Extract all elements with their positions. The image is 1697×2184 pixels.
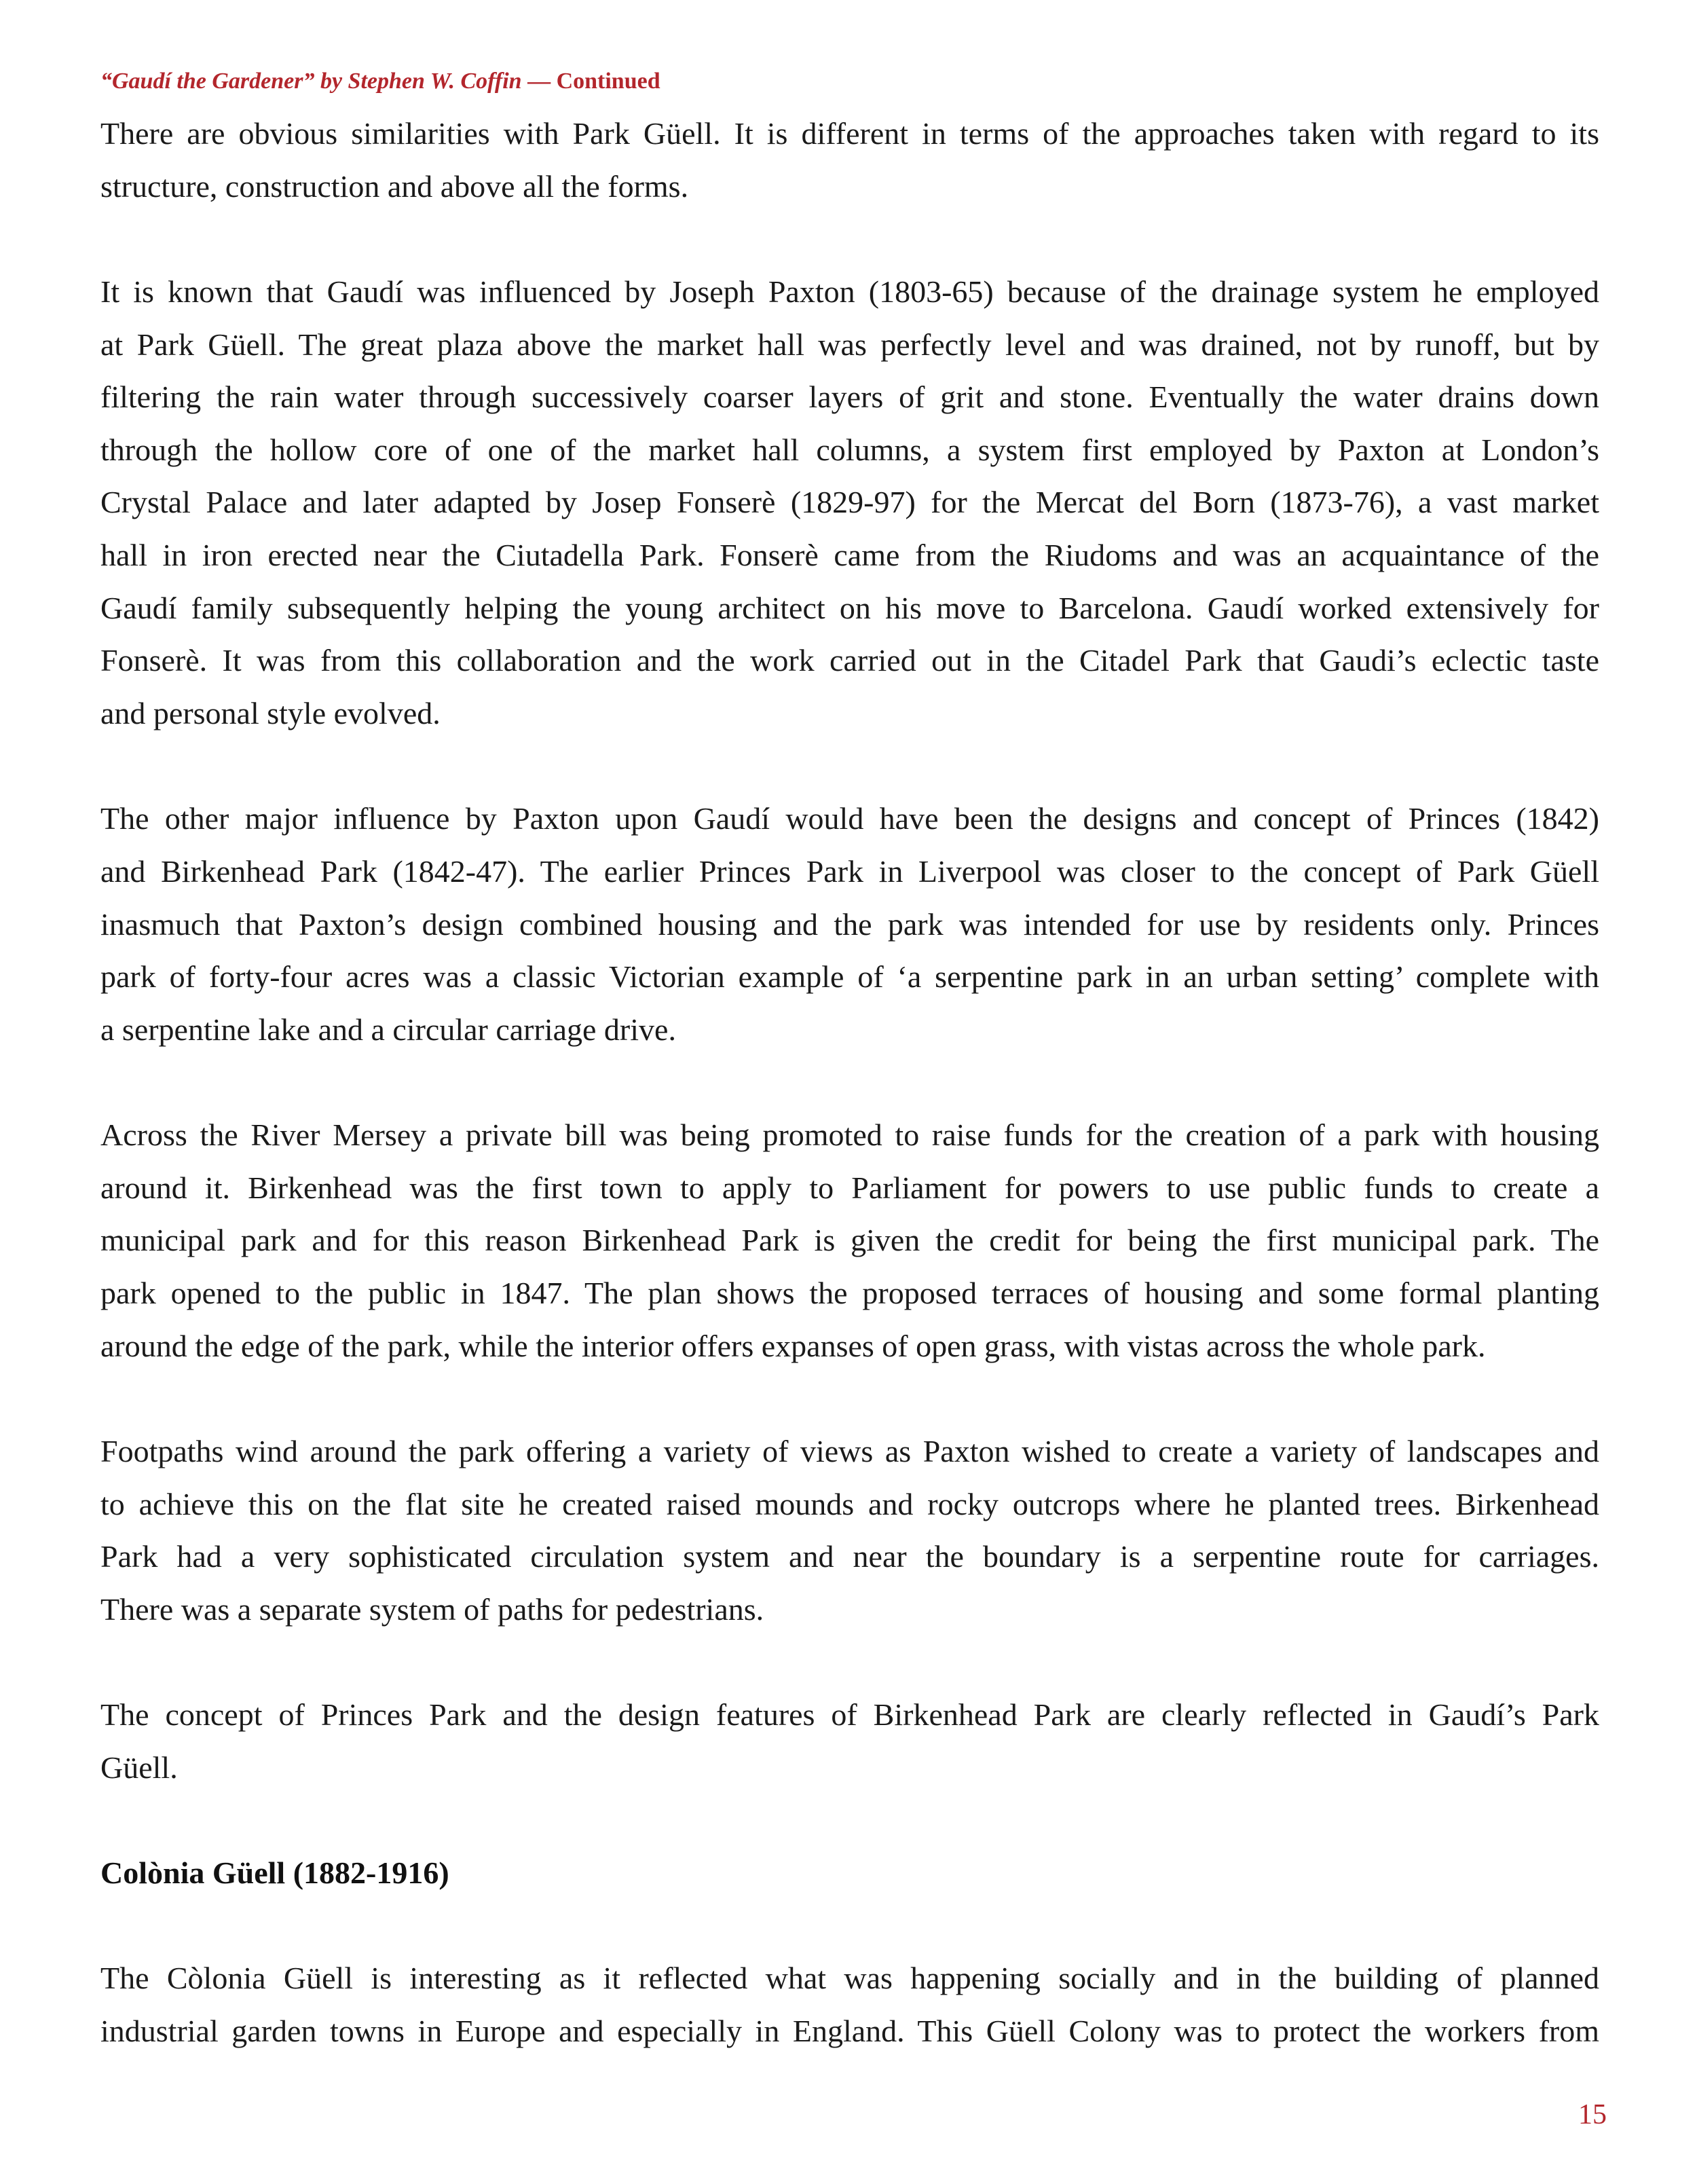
running-header-separator: — — [521, 69, 557, 94]
text-line: park of forty-four acres was a classic Victorian example of ‘a serpentine park in an urban setting’ complete with — [100, 959, 1599, 995]
text-line: Fonserè. It was from this collaboration and the work carried out in the Citadel Park that Gaudi’s eclectic taste — [100, 643, 1599, 678]
text-line: Crystal Palace and later adapted by Josep Fonserè (1829-97) for the Mercat del Born (1873-76), a vast market — [100, 485, 1599, 520]
text-line: hall in iron erected near the Ciutadella Park. Fonserè came from the Riudoms and was an acquaintance of the — [100, 538, 1599, 573]
text-line: Güell. — [100, 1750, 178, 1785]
paragraph-paxton-drainage — [100, 265, 1599, 740]
text-line: and personal style evolved. — [100, 696, 441, 731]
text-line: It is known that Gaudí was influenced by Joseph Paxton (1803-65) because of the drainage system he employed — [100, 274, 1599, 309]
text-line: There was a separate system of paths for pedestrians. — [100, 1591, 764, 1627]
text-line: a serpentine lake and a circular carriage drive. — [100, 1012, 676, 1047]
text-line: The Còlonia Güell is interesting as it reflected what was happening socially and in the building of planned — [100, 1961, 1599, 1996]
text-line: The other major influence by Paxton upon Gaudí would have been the designs and concept of Princes (1842) — [100, 801, 1599, 836]
text-line: at Park Güell. The great plaza above the market hall was perfectly level and was drained, not by runoff, but by — [100, 327, 1599, 362]
paragraph-colonia-guell — [100, 1952, 1599, 2057]
text-line: through the hollow core of one of the market hall columns, a system first employed by Paxton at London’s — [100, 432, 1599, 467]
text-line: around the edge of the park, while the interior offers expanses of open grass, with vistas across the whole park. — [100, 1328, 1486, 1363]
running-header-continued: Continued — [556, 69, 660, 94]
text-line: Across the River Mersey a private bill was being promoted to raise funds for the creation of a park with housing — [100, 1117, 1599, 1153]
text-line: and Birkenhead Park (1842-47). The earlier Princes Park in Liverpool was closer to the concept of Park Güell — [100, 853, 1599, 889]
text-line: Gaudí family subsequently helping the young architect on his move to Barcelona. Gaudí worked extensively for — [100, 590, 1599, 625]
text-line: filtering the rain water through successively coarser layers of grit and stone. Eventually the water drains down — [100, 380, 1599, 415]
text-line: municipal park and for this reason Birkenhead Park is given the credit for being the first municipal park. The — [100, 1223, 1599, 1258]
text-line: to achieve this on the flat site he created raised mounds and rocky outcrops where he planted trees. Birkenhead — [100, 1486, 1599, 1521]
paragraph-birkenhead — [100, 1109, 1599, 1372]
paragraph-princes-park — [100, 792, 1599, 1056]
text-line: structure, construction and above all the forms. — [100, 168, 689, 204]
text-line: Park had a very sophisticated circulation system and near the boundary is a serpentine route for carriages. — [100, 1539, 1599, 1574]
section-heading-colonia-guell: Colònia Güell (1882-1916) — [100, 1855, 449, 1891]
text-line: park opened to the public in 1847. The plan shows the proposed terraces of housing and some formal planting — [100, 1276, 1599, 1311]
running-header-title: “Gaudí the Gardener” by Stephen W. Coffin — [100, 69, 522, 94]
article-body — [100, 107, 1599, 2110]
text-line: There are obvious similarities with Park Güell. It is different in terms of the approaches taken with regard to its — [100, 116, 1599, 151]
paragraph-concept-reflected — [100, 1688, 1599, 1794]
running-header — [100, 65, 660, 98]
paragraph-footpaths — [100, 1425, 1599, 1636]
text-line: The concept of Princes Park and the design features of Birkenhead Park are clearly reflected in Gaudí’s Park — [100, 1697, 1599, 1733]
text-line: Footpaths wind around the park offering a variety of views as Paxton wished to create a variety of landscapes and — [100, 1434, 1599, 1469]
paragraph-similarities — [100, 107, 1599, 212]
text-line: industrial garden towns in Europe and especially in England. This Güell Colony was to protect the workers from — [100, 2014, 1599, 2049]
text-line: inasmuch that Paxton’s design combined housing and the park was intended for use by residents only. Princes — [100, 906, 1599, 942]
page-number: 15 — [1578, 2099, 1607, 2130]
text-line: around it. Birkenhead was the first town to apply to Parliament for powers to use public funds to create a — [100, 1170, 1599, 1205]
